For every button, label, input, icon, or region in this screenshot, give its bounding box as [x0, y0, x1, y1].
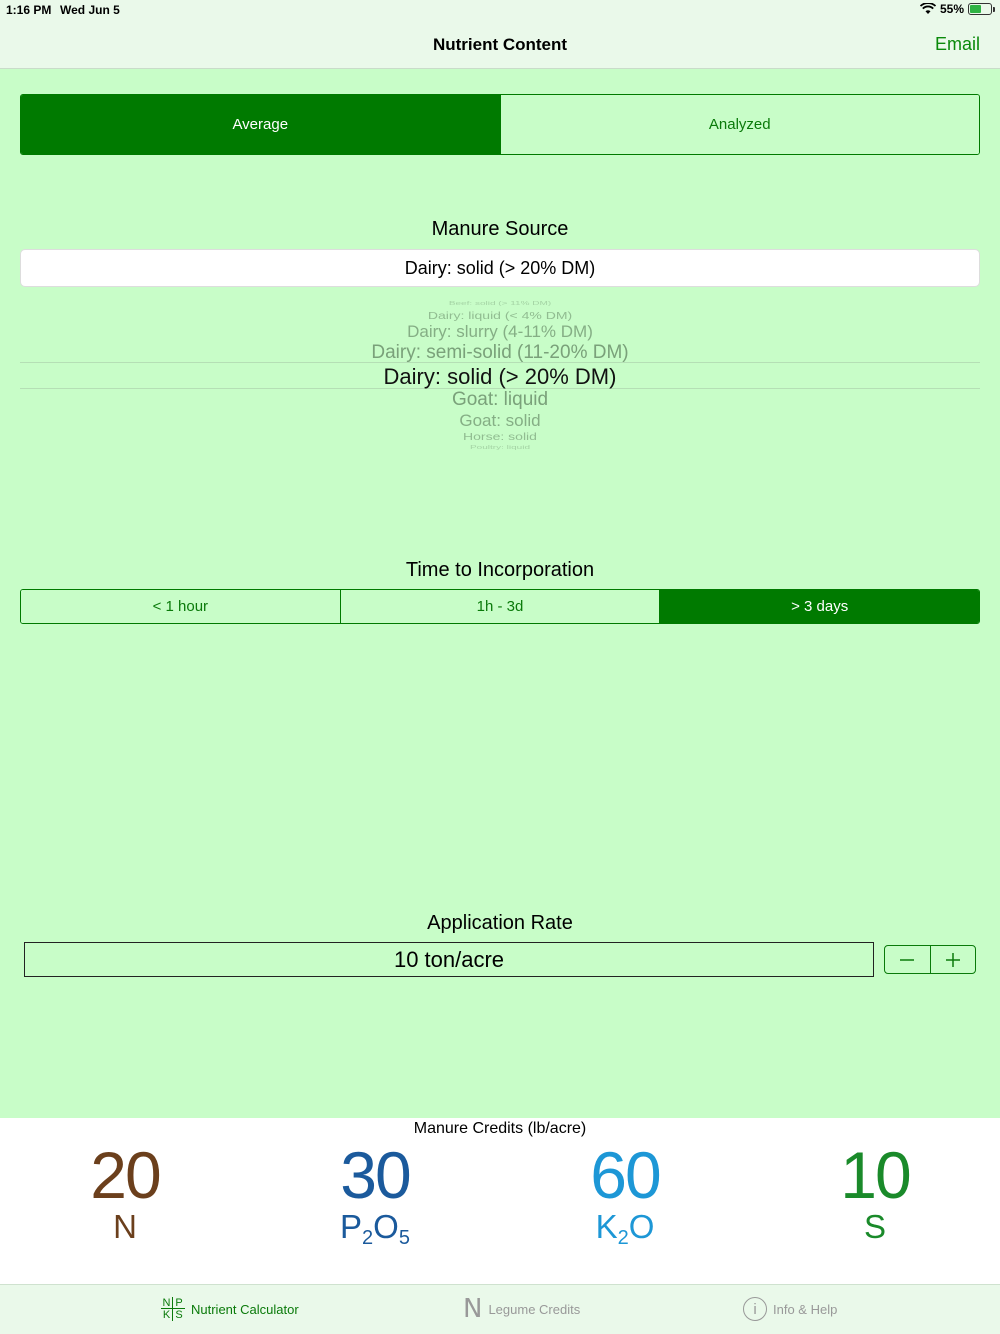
tab-bar	[0, 1284, 1000, 1334]
tab-info-help[interactable]	[743, 1297, 837, 1321]
tab-nutrient-calculator-label: Nutrient Calculator	[191, 1301, 299, 1317]
nitrogen-label	[0, 1210, 250, 1244]
potash-subscript: 2	[617, 1227, 629, 1249]
picker-option[interactable]: Dairy: slurry (4-11% DM)	[407, 322, 593, 341]
credit-nitrogen	[0, 1140, 250, 1244]
potash-symbol-o: O	[628, 1208, 655, 1245]
picker-option-selected[interactable]: Dairy: solid (> 20% DM)	[383, 364, 617, 389]
decrement-button[interactable]	[885, 946, 931, 973]
credit-sulfur	[750, 1140, 1000, 1244]
manure-credits-title: Manure Credits (lb/acre)	[413, 1120, 587, 1137]
minus-icon	[899, 952, 915, 968]
tab-nutrient-calculator[interactable]	[161, 1297, 299, 1321]
status-right	[920, 2, 992, 16]
mode-segmented-control	[20, 94, 980, 155]
picker-option[interactable]: Dairy: semi-solid (11-20% DM)	[371, 342, 629, 363]
tab-average[interactable]: Average	[21, 95, 501, 154]
status-date: Wed Jun 5	[60, 3, 120, 17]
battery-icon	[968, 3, 992, 15]
plus-icon	[945, 952, 961, 968]
potash-label	[500, 1210, 750, 1255]
tab-less-than-1-hour[interactable]: < 1 hour	[21, 590, 341, 623]
wifi-icon	[920, 3, 936, 15]
increment-button[interactable]	[931, 946, 976, 973]
picker-option[interactable]: Dairy: liquid (< 4% DM)	[427, 309, 573, 321]
status-time: 1:16 PM	[6, 3, 52, 17]
status-bar	[0, 0, 1000, 20]
picker-option[interactable]: Goat: solid	[459, 411, 541, 430]
application-rate-stepper	[884, 945, 976, 974]
tab-info-help-label: Info & Help	[773, 1301, 838, 1317]
battery-percent: 55%	[939, 2, 964, 16]
tab-legume-credits-label: Legume Credits	[488, 1301, 581, 1317]
email-button[interactable]: Email	[934, 34, 980, 54]
phosphate-label	[250, 1210, 500, 1255]
npks-icon-k: K	[161, 1309, 173, 1321]
sulfur-value: 10	[840, 1138, 910, 1212]
legume-n-icon: N	[463, 1294, 483, 1324]
battery-fill	[970, 5, 981, 13]
credit-potash	[500, 1140, 750, 1255]
npks-icon-n: N	[161, 1297, 173, 1309]
application-rate-field[interactable]: 10 ton/acre	[24, 942, 874, 977]
phosphate-subscript-1: 2	[362, 1227, 374, 1249]
npks-icon-s: S	[175, 1309, 183, 1321]
picker-option[interactable]: Goat: liquid	[451, 389, 549, 410]
picker-option[interactable]: Beef: solid (> 11% DM)	[448, 300, 552, 307]
phosphate-value: 30	[340, 1138, 410, 1212]
sulfur-label	[750, 1210, 1000, 1244]
potash-symbol-k: K	[595, 1208, 618, 1245]
picker-option[interactable]: Horse: solid	[463, 430, 537, 442]
phosphate-symbol-p: P	[340, 1208, 363, 1245]
page-title: Nutrient Content	[432, 35, 568, 54]
manure-source-picker[interactable]	[20, 296, 980, 456]
manure-source-title: Manure Source	[431, 218, 569, 240]
npks-icon	[161, 1297, 185, 1321]
potash-value: 60	[590, 1138, 660, 1212]
phosphate-symbol-o: O	[373, 1208, 399, 1245]
tab-legume-credits[interactable]	[463, 1294, 581, 1324]
time-to-incorporation-title: Time to Incorporation	[405, 559, 595, 581]
navigation-bar	[0, 20, 1000, 69]
nitrogen-symbol: N	[113, 1208, 137, 1245]
application-rate-title: Application Rate	[427, 912, 573, 934]
npks-icon-p: P	[173, 1297, 185, 1309]
phosphate-subscript-2: 5	[398, 1227, 410, 1249]
picker-option[interactable]: Poultry: liquid	[469, 444, 531, 451]
tab-analyzed[interactable]: Analyzed	[501, 95, 980, 154]
manure-source-field[interactable]: Dairy: solid (> 20% DM)	[20, 249, 980, 287]
tab-more-than-3-days[interactable]: > 3 days	[660, 590, 979, 623]
tab-1h-3d[interactable]: 1h - 3d	[341, 590, 661, 623]
info-icon: i	[743, 1297, 767, 1321]
credit-phosphate	[250, 1140, 500, 1255]
sulfur-symbol: S	[863, 1208, 886, 1245]
nitrogen-value: 20	[90, 1138, 160, 1212]
time-segmented-control	[20, 589, 980, 624]
manure-credits-panel	[0, 1118, 1000, 1284]
